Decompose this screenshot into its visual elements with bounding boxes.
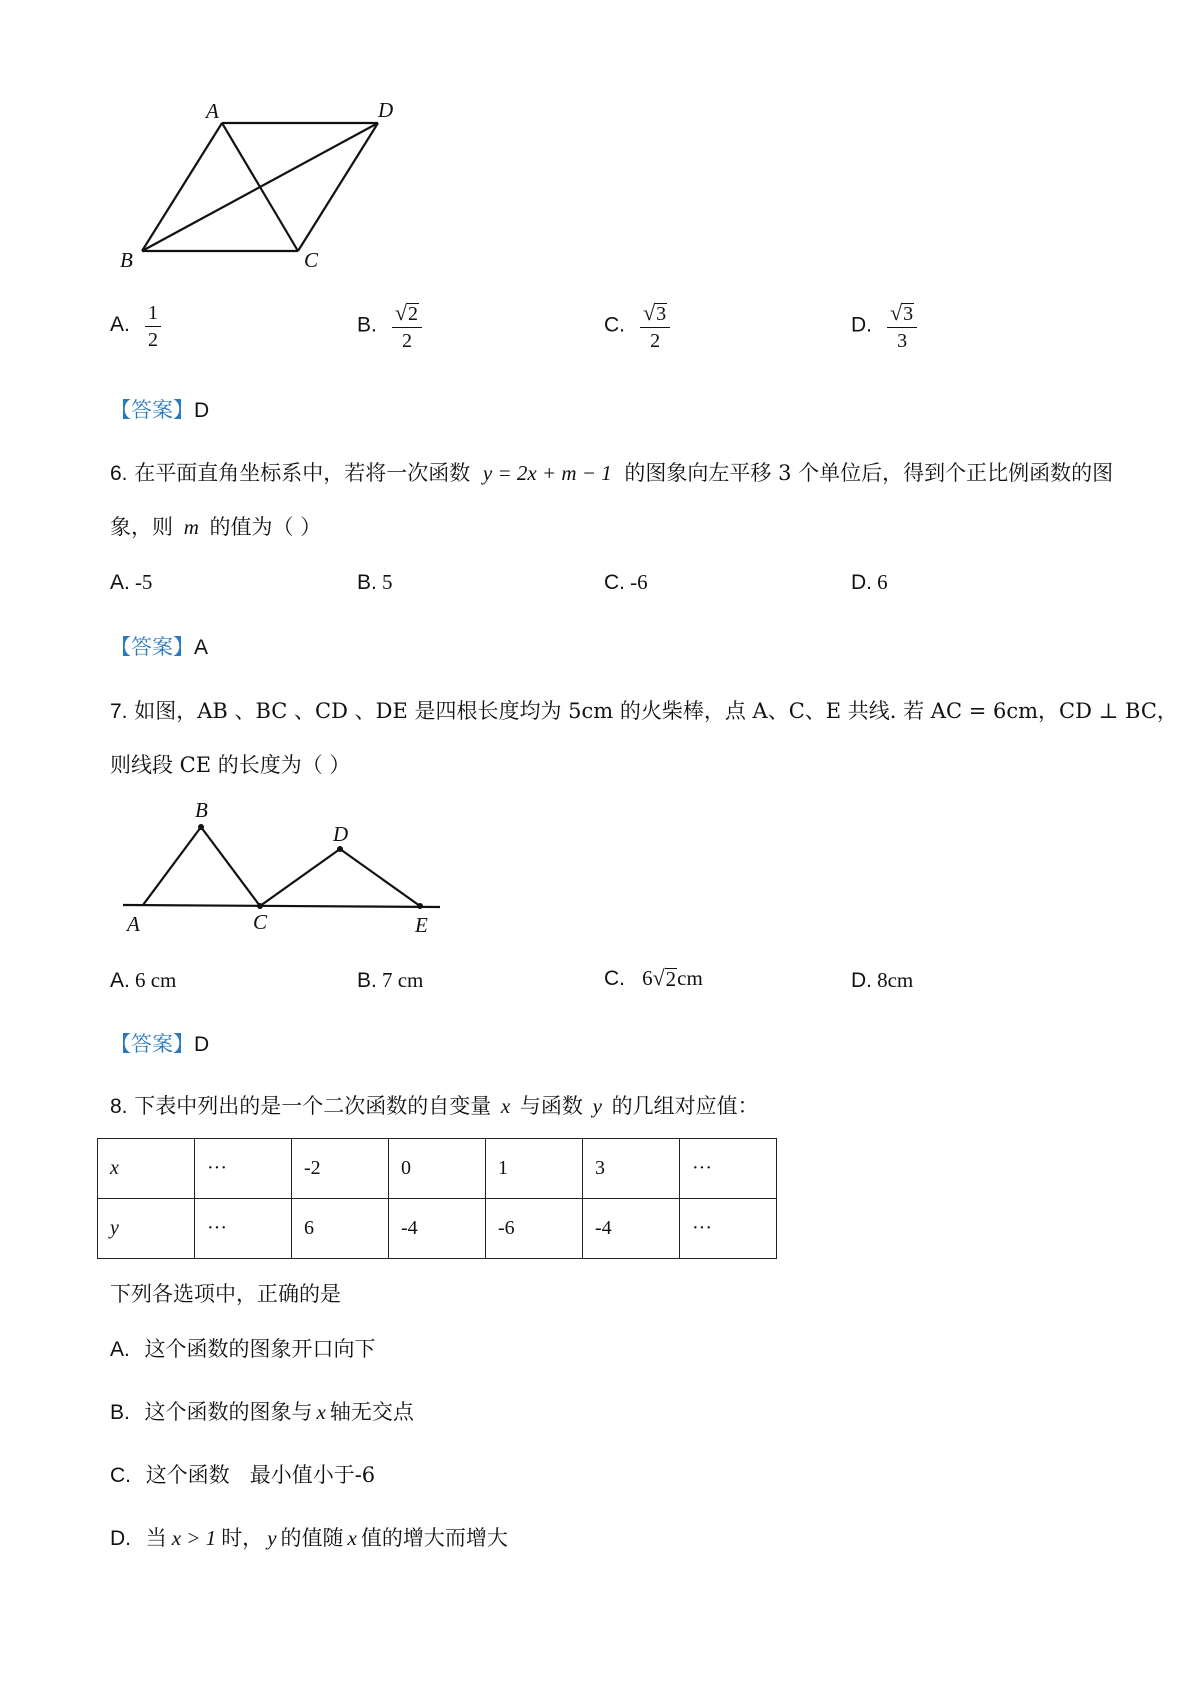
q8-prompt: 下列各选项中，正确的是 xyxy=(110,1282,341,1306)
q6-answer: 【答案】A xyxy=(110,635,209,659)
segment-dc xyxy=(298,123,378,251)
rhombus-figure xyxy=(110,95,410,275)
table-cell: -6 xyxy=(486,1199,583,1259)
table-cell: ··· xyxy=(195,1199,292,1259)
fraction-one-half: $\frac{1}{2}$ xyxy=(145,302,161,351)
diagonal-bd xyxy=(142,123,378,251)
table-cell: 3 xyxy=(583,1139,680,1199)
q7-option-b[interactable]: B. 7 cm xyxy=(357,968,424,992)
q5-option-a[interactable] xyxy=(110,302,161,351)
q5-option-d[interactable] xyxy=(851,302,917,352)
stick-de xyxy=(340,849,420,906)
q7-line-1: 7. 如图，AB 、BC 、CD 、DE 是四根长度均为 5cm 的火柴棒，点 A、C、E 共线. 若 AC = 6cm，CD ⊥ BC， xyxy=(110,699,1178,723)
stick-ab xyxy=(143,827,201,905)
point-label-b: B xyxy=(195,798,208,822)
matchsticks-figure xyxy=(115,795,445,935)
option-label: C. xyxy=(604,313,625,337)
q8-option-a[interactable]: A. 这个函数的图象开口向下 xyxy=(110,1337,376,1361)
q8-option-d[interactable]: D. 当 x > 1 时， y 的值随 x 值的增大而增大 xyxy=(110,1526,508,1550)
q8-line-1: 8. 下表中列出的是一个二次函数的自变量 x 与函数 y 的几组对应值： xyxy=(110,1094,759,1118)
table-cell: ··· xyxy=(195,1139,292,1199)
q6-option-b[interactable]: B. 5 xyxy=(357,570,393,594)
point-label-c: C xyxy=(253,910,268,934)
q6-equation: y = 2x + m − 1 xyxy=(482,461,612,485)
q7-option-c[interactable]: C. 6 √ 2 cm xyxy=(604,965,703,991)
q7-line-2: 则线段 CE 的长度为（ ） xyxy=(110,753,351,777)
q8-option-c[interactable]: C. 这个函数 最小值小于-6 xyxy=(110,1463,376,1487)
point-label-a: A xyxy=(206,99,219,123)
option-label: D. xyxy=(851,313,872,337)
table-cell: x xyxy=(98,1139,195,1199)
point-label-b: B xyxy=(120,248,133,272)
segment-ab xyxy=(142,123,222,251)
option-label: B. xyxy=(357,313,377,337)
table-cell: 6 xyxy=(292,1199,389,1259)
table-row xyxy=(98,1139,777,1199)
table-cell: -4 xyxy=(583,1199,680,1259)
stick-bc xyxy=(201,827,260,906)
table-cell: ··· xyxy=(680,1139,777,1199)
q5-option-c[interactable] xyxy=(604,302,670,352)
option-label: A. xyxy=(110,313,130,336)
table-cell: -4 xyxy=(389,1199,486,1259)
value-table xyxy=(97,1138,777,1259)
point-label-e: E xyxy=(415,913,428,935)
stick-cd xyxy=(260,849,340,906)
q5-answer: 【答案】D xyxy=(110,398,210,422)
fraction-sqrt3-over-3: √ 3 3 xyxy=(887,302,917,352)
table-cell: 0 xyxy=(389,1139,486,1199)
baseline-ace xyxy=(123,905,440,907)
q8-option-b[interactable]: B. 这个函数的图象与 x 轴无交点 xyxy=(110,1400,414,1424)
point-label-d: D xyxy=(333,822,349,846)
q6-option-c[interactable]: C. -6 xyxy=(604,570,648,594)
table-row xyxy=(98,1199,777,1259)
fraction-sqrt3-over-2: √ 3 2 xyxy=(640,302,670,352)
q6-line-1: 6. 在平面直角坐标系中，若将一次函数 y = 2x + m − 1 的图象向左平移 3 个单位后，得到个正比例函数的图 xyxy=(110,461,1114,485)
q5-option-b[interactable] xyxy=(357,302,422,352)
q6-option-a[interactable]: A. -5 xyxy=(110,570,153,594)
table-cell: y xyxy=(98,1199,195,1259)
q7-option-d[interactable]: D. 8cm xyxy=(851,968,914,992)
point-label-d: D xyxy=(378,98,394,122)
table-cell: 1 xyxy=(486,1139,583,1199)
point-label-c: C xyxy=(304,248,319,272)
table-cell: ··· xyxy=(680,1199,777,1259)
q7-option-a[interactable]: A. 6 cm xyxy=(110,968,177,992)
q7-answer: 【答案】D xyxy=(110,1032,210,1056)
table-cell: -2 xyxy=(292,1139,389,1199)
q6-option-d[interactable]: D. 6 xyxy=(851,570,888,594)
point-label-a: A xyxy=(127,912,140,935)
fraction-sqrt2-over-2: √ 2 2 xyxy=(392,302,422,352)
q6-line-2: 象，则 m 的值为（ ） xyxy=(110,515,322,539)
